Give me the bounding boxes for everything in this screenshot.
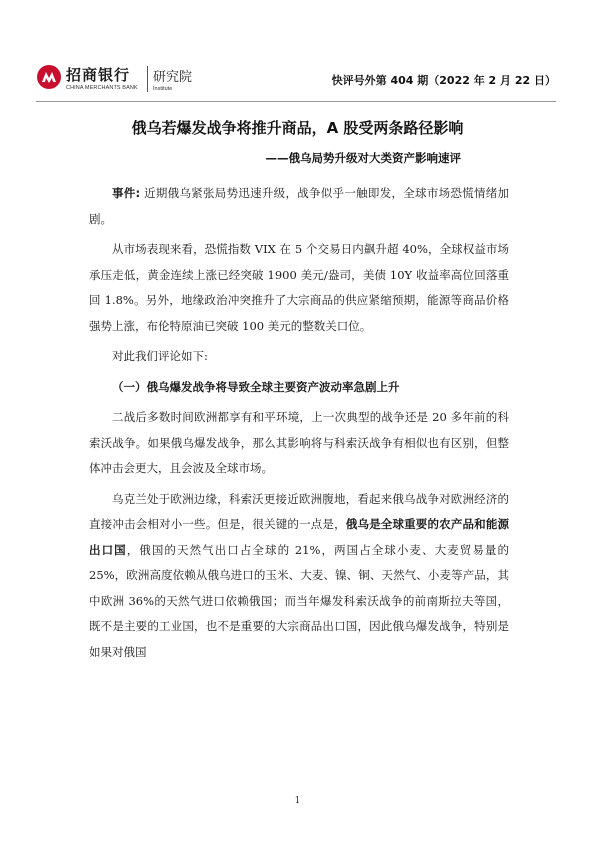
event-label: 事件: bbox=[112, 186, 141, 200]
market-paragraph: 从市场表现来看，恐慌指数 VIX 在 5 个交易日内飙升超 40%，全球权益市场承压走低，黄金连续上涨已经突破 1900 美元/盎司，美债 10Y 收益率高位回落重回 1.8%。另外，地缘政治冲突推升了大宗商品的供应紧缩预期，能源等商品价格强势上涨，布伦特原油已突破 100 美元的整数关口位。 bbox=[89, 242, 509, 333]
event-text: 近期俄乌紧张局势迅速升级，战争似乎一触即发，全球市场恐慌情绪加剧。 bbox=[89, 186, 509, 226]
logo-chinese-name: 招商银行 bbox=[66, 66, 131, 84]
impact-text-lead: 乌克兰处于欧洲边缘，科索沃更接近欧洲腹地，看起来俄乌战争对欧洲经济的直接冲击会相对小一些。但是，很关键的一点是， bbox=[89, 491, 509, 531]
history-paragraph: 二战后多数时间欧洲都享有和平环境，上一次典型的战争还是 20 多年前的科索沃战争。如果俄乌爆发战争，那么其影响将与科索沃战争有相似也有区别，但整体冲击会更大，且会波及全球市场。 bbox=[89, 410, 509, 475]
report-subtitle: ——俄乌局势升级对大类资产影响速评 bbox=[265, 151, 461, 165]
section-heading: （一）俄乌爆发战争将导致全球主要资产波动率急剧上升 bbox=[112, 379, 400, 394]
impact-paragraph bbox=[89, 487, 509, 666]
event-paragraph bbox=[89, 181, 509, 232]
logo-divider bbox=[147, 66, 148, 92]
page-number: 1 bbox=[294, 796, 301, 806]
report-title: 俄乌若爆发战争将推升商品，A 股受两条路径影响 bbox=[131, 119, 464, 137]
impact-text-tail: ，俄国的天然气出口占全球的 21%，两国占全球小麦、大麦贸易量的 25%，欧洲高度依赖从俄乌进口的玉米、大麦、镍、铜、天然气、小麦等产品，其中欧洲 36%的天然气进口依赖俄国；而当年爆发科索沃战争的前南斯拉夫等国，既不是主要的工业国，也不是重要的大宗商品出口国，因此俄乌爆发战争，特别是如果对俄国 bbox=[89, 542, 509, 659]
impact-highlight: 俄乌是全球重要的农产品和能源出口国 bbox=[89, 517, 510, 557]
report-body bbox=[89, 181, 509, 670]
header-rule bbox=[36, 101, 556, 102]
cmb-logo-icon bbox=[36, 64, 62, 90]
page-header bbox=[36, 60, 556, 100]
logo-english-name: CHINA MERCHANTS BANK bbox=[66, 85, 138, 91]
institute-name: 研究院 bbox=[153, 70, 193, 85]
cmb-logo bbox=[36, 62, 226, 98]
institute-english-name: Institute bbox=[153, 86, 173, 92]
issue-label: 快评号外第 404 期（2022 年 2 月 22 日） bbox=[331, 74, 556, 87]
intro-paragraph: 对此我们评论如下: bbox=[112, 349, 208, 363]
